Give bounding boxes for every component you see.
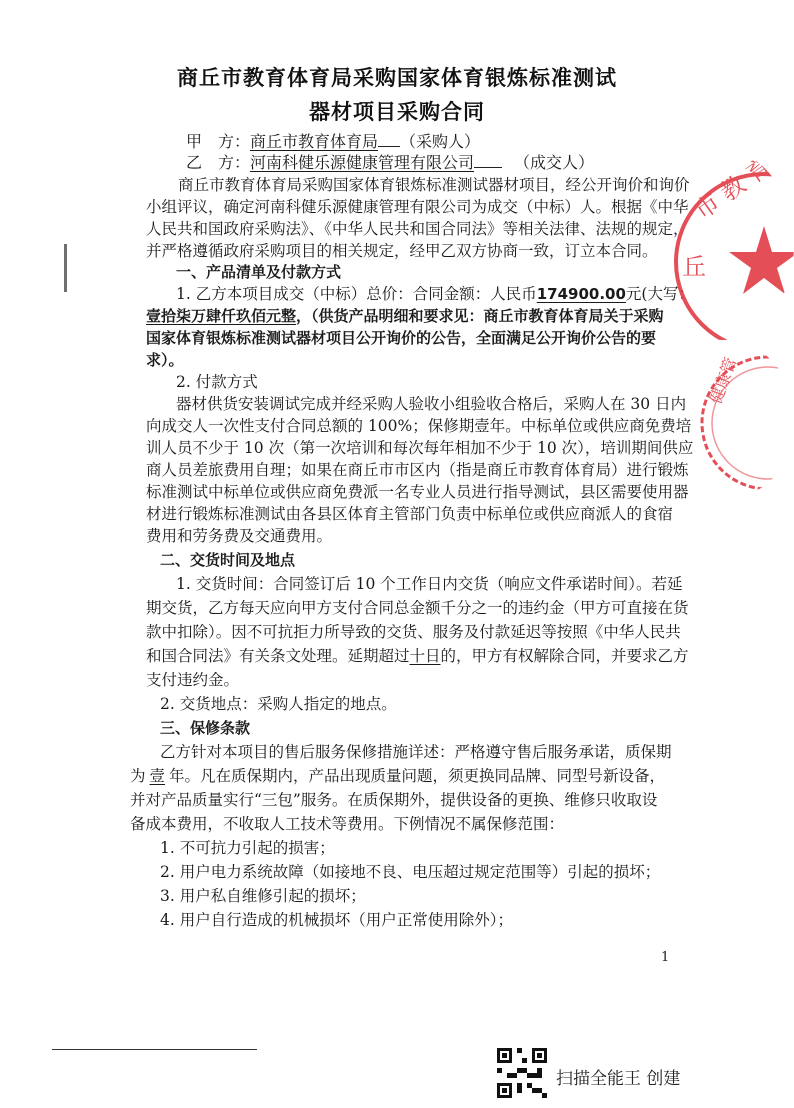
party-b-label: 乙 方： — [186, 153, 251, 172]
exclusion-item-3: 3. 用户私自维修引起的损坏； — [160, 887, 366, 905]
warranty-line-2 — [130, 766, 665, 786]
payment-line-1: 器材供货安装调试完成并经采购人验收小组验收合格后，采购人在 30 日内 — [176, 395, 687, 413]
section-1-p1-line3: 国家体育银炼标准测试器材项目公开询价的公告，全面满足公开询价公告的要 — [146, 329, 657, 347]
party-b-role: （成交人） — [514, 153, 595, 172]
amount-in-words: 壹拾柒万肆仟玖佰元整 — [146, 307, 297, 325]
payment-line-2: 向成交人一次性支付合同总额的 100%；保修期壹年。中标单位或供应商免费培 — [146, 417, 692, 435]
delivery-line-3: 款中扣除）。因不可抗拒力所导致的交货、服务及付款延迟等按照《中华人民共 — [146, 623, 681, 641]
exclusion-item-1: 1. 不可抗力引起的损害； — [160, 839, 335, 857]
margin-mark — [64, 244, 67, 292]
document-title-line1: 商丘市教育体育局采购国家体育银炼标准测试 — [177, 66, 617, 90]
payment-line-7: 费用和劳务费及交通费用。 — [146, 527, 333, 545]
seal-text-top: 市 教 育 — [689, 151, 777, 225]
payment-line-5: 标准测试中标单位或供应商免费派一名专业人员进行指导测试，县区需要使用器 — [146, 483, 689, 501]
amount-line2-rest: ，（供货产品明细和要求见：商丘市教育体育局关于采购 — [296, 307, 664, 325]
exclusion-item-2: 2. 用户电力系统故障（如接地不良、电压超过规定范围等）引起的损坏； — [160, 863, 661, 881]
section-2-heading: 二、交货时间及地点 — [160, 551, 296, 569]
warranty-line-2-post: 年。凡在质保期内，产品出现质量问题，须更换同品牌、同型号新设备， — [169, 767, 666, 785]
section-1-p1-line2 — [146, 306, 664, 326]
warranty-line-2-pre: 为 — [130, 767, 146, 785]
footer-rule — [52, 1049, 257, 1050]
warranty-line-1: 乙方针对本项目的售后服务保修措施详述：严格遵守售后服务承诺，质保期 — [160, 743, 672, 761]
party-a — [186, 132, 480, 152]
amount-suffix: 元(大写： — [625, 285, 694, 303]
company-seal-icon — [680, 345, 794, 495]
warranty-line-4: 备成本费用，不收取人工技术等费用。下例情况不属保修范围： — [130, 815, 565, 833]
contract-amount: 174900.00 — [536, 285, 626, 303]
warranty-line-3: 并对产品质量实行“三包”服务。在质保期外，提供设备的更换、维修只收取设 — [130, 791, 658, 809]
intro-line-3: 人民共和国政府采购法》、《中华人民共和国合同法》等相关法律、法规的规定， — [146, 220, 689, 238]
delivery-line-1: 1. 交货时间：合同签订后 10 个工作日内交货（响应文件承诺时间）。若延 — [176, 575, 683, 593]
intro-line-1: 商丘市教育体育局采购国家体育银炼标准测试器材项目，经公开询价和询价 — [178, 176, 690, 194]
party-a-name: 商丘市教育体育局 — [250, 132, 379, 151]
intro-line-4: 并严格遵循政府采购项目的相关规定，经甲乙双方协商一致，订立本合同。 — [146, 242, 658, 260]
delivery-line-4-pre: 和国合同法》有关条文处理。延期超过 — [146, 647, 410, 665]
party-b-name: 河南科健乐源健康管理有限公司 — [250, 153, 475, 172]
warranty-years: 壹 — [149, 767, 166, 785]
payment-line-3: 训人员不少于 10 次（第一次培训和每次每年相加不少于 10 次），培训期间供应 — [146, 439, 694, 457]
scanner-watermark: 扫描全能王 创建 — [556, 1069, 681, 1089]
seal-text-side: 丘 — [682, 253, 706, 281]
payment-line-6: 材进行锻炼标准测试由各县区体育主管部门负责中标单位或供应商派人的食宿 — [146, 505, 674, 523]
party-b — [186, 153, 594, 173]
section-1-heading: 一、产品清单及付款方式 — [176, 263, 342, 281]
document-title-line2: 器材项目采购合同 — [309, 100, 485, 124]
exclusion-item-4: 4. 用户自行造成的机械损坏（用户正常使用除外）； — [160, 911, 513, 929]
qr-code-icon — [497, 1048, 547, 1098]
delivery-line-4-post: 的，甲方有权解除合同，并要求乙方 — [440, 647, 689, 665]
delivery-line-2: 期交货，乙方每天应向甲方支付合同总金额千分之一的违约金（甲方可直接在货 — [146, 599, 689, 617]
party-a-role: （采购人） — [400, 132, 481, 151]
party-a-label: 甲 方： — [186, 132, 251, 151]
delivery-line-5: 支付违约金。 — [146, 671, 240, 689]
payment-method-heading: 2. 付款方式 — [176, 373, 258, 391]
delivery-location: 2. 交货地点：采购人指定的地点。 — [160, 695, 397, 713]
delay-days: 十日 — [409, 647, 441, 665]
page-number: 1 — [661, 950, 670, 965]
official-seal-icon — [652, 150, 794, 340]
amount-prefix: 1. 乙方本项目成交（中标）总价：合同金额：人民币 — [176, 285, 537, 303]
section-3-heading: 三、保修条款 — [160, 719, 251, 737]
seal-text-bottom: 健康管 — [705, 354, 741, 407]
intro-line-2: 小组评议，确定河南科健乐源健康管理有限公司为成交（中标）人。根据《中华 — [146, 198, 689, 216]
payment-line-4: 商人员差旅费用自理；如果在商丘市市区内（指是商丘市教育体育局）进行锻炼 — [146, 461, 689, 479]
delivery-line-4 — [146, 646, 689, 666]
section-1-p1-line4: 求）。 — [146, 351, 184, 369]
section-1-p1-line1 — [176, 284, 694, 304]
